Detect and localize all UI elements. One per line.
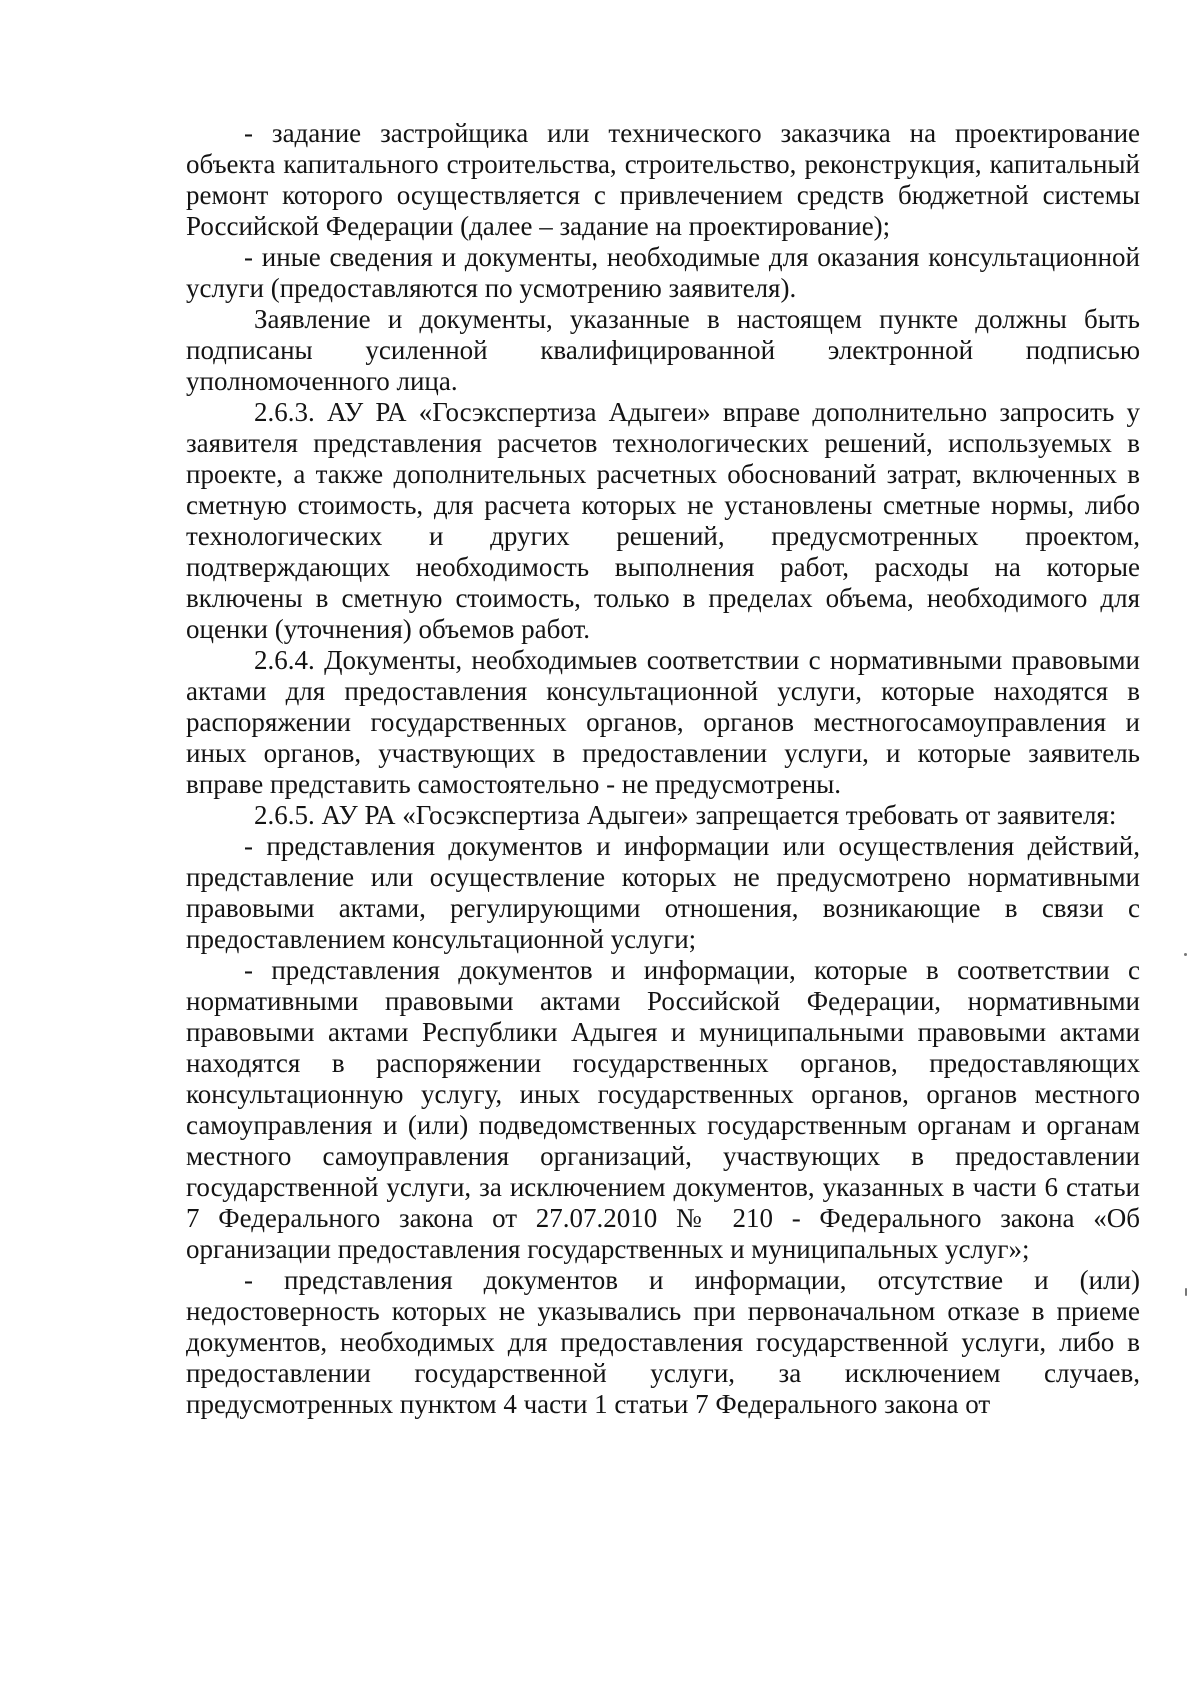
paragraph-prohibition-3: - представления документов и информации, отсутствие и (или) недостоверность которых не указывались при первоначальном отказе в приеме документов, необходимых для предоставления государственной услуги, либо в предоставлении государственной услуги, за исключением случаев, предусмотренных пунктом 4 части 1 статьи 7 Федерального закона от [186, 1265, 1140, 1419]
paragraph-design-assignment: - задание застройщика или технического заказчика на проектирование объекта капитального строительства, строительство, реконструкция, капитальный ремонт которого осуществляется с привлечением средств бюджетной системы Российской Федерации (далее – задание на проектирование); [186, 118, 1140, 241]
scan-speck [1184, 953, 1187, 956]
paragraph-prohibition-1: - представления документов и информации или осуществления действий, представление или осуществление которых не предусмотрено нормативными правовыми актами, регулирующими отношения, возникающие в связи с предоставлением консультационной услуги; [186, 831, 1140, 954]
paragraph-signature-requirement: Заявление и документы, указанные в настоящем пункте должны быть подписаны усиленной квалифицированной электронной подписью уполномоченного лица. [186, 304, 1140, 396]
document-page [186, 118, 1140, 1420]
paragraph-2-6-4: 2.6.4. Документы, необходимыев соответствии с нормативными правовыми актами для предоставления консультационной услуги, которые находятся в распоряжении государственных органов, органов местногосамоуправления и иных органов, участвующих в предоставлении услуги, и которые заявитель вправе представить самостоятельно - не предусмотрены. [186, 645, 1140, 799]
paragraph-other-documents: - иные сведения и документы, необходимые для оказания консультационной услуги (предоставляются по усмотрению заявителя). [186, 242, 1140, 303]
paragraph-prohibition-2: - представления документов и информации, которые в соответствии с нормативными правовыми актами Российской Федерации, нормативными правовыми актами Республики Адыгея и муниципальными правовыми актами находятся в распоряжении государственных органов, предоставляющих консультационную услугу, иных государственных органов, органов местного самоуправления и (или) подведомственных государственным органам и органам местного самоуправления организаций, участвующих в предоставлении государственной услуги, за исключением документов, указанных в части 6 статьи 7 Федерального закона от 27.07.2010 № 210 - Федерального закона «Об организации предоставления государственных и муниципальных услуг»; [186, 955, 1140, 1264]
paragraph-2-6-5: 2.6.5. АУ РА «Госэкспертиза Адыгеи» запрещается требовать от заявителя: [254, 800, 1117, 830]
scan-speck [1185, 1288, 1187, 1296]
paragraph-2-6-3: 2.6.3. АУ РА «Госэкспертиза Адыгеи» вправе дополнительно запросить у заявителя представления расчетов технологических решений, используемых в проекте, а также дополнительных расчетных обоснований затрат, включенных в сметную стоимость, для расчета которых не установлены сметные нормы, либо технологических и других решений, предусмотренных проектом, подтверждающих необходимость выполнения работ, расходы на которые включены в сметную стоимость, только в пределах объема, необходимого для оценки (уточнения) объемов работ. [186, 397, 1140, 644]
